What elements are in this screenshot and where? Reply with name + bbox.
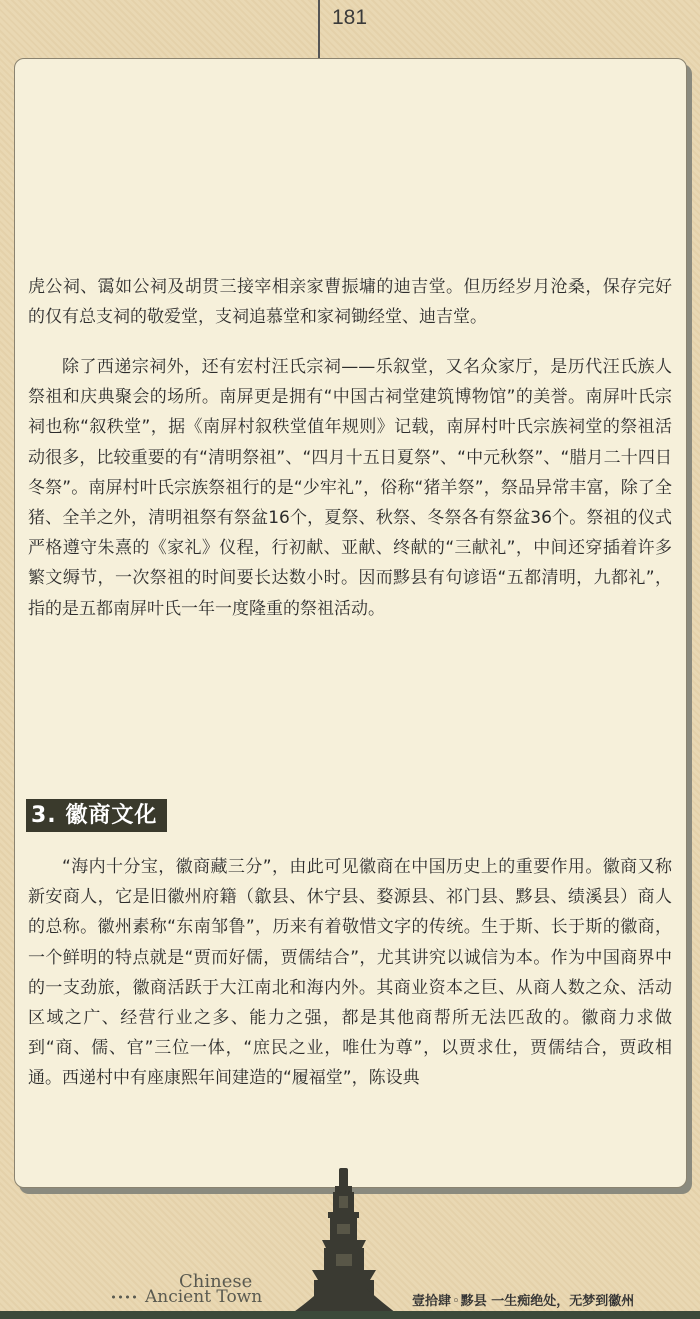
paragraph-3: “海内十分宝，徽商藏三分”，由此可见徽商在中国历史上的重要作用。徽商又称新安商人，它是旧徽州府籍（歙县、休宁县、婺源县、祁门县、黟县、绩溪县）商人的总称。徽州素称“东南邹鲁”，历来有着敬惜文字的传统。生于斯、长于斯的徽商，一个鲜明的特点就是“贾而好儒，贾儒结合”，尤其讲究以诚信为本。作为中国商界中的一支劲旅，徽商活跃于大江南北和海内外。其商业资本之巨、从商人数之众、活动区域之广、经营行业之多、能力之强，都是其他商帮所无法匹敌的。徽商力求做到“商、儒、官”三位一体，“庶民之业，唯仕为尊”，以贾求仕，贾儒结合，贾政相通。西递村中有座康熙年间建造的“履福堂”，陈设典: [28, 857, 672, 1089]
pagoda-silhouette-icon: [284, 1166, 404, 1319]
footer-caption: [412, 1290, 634, 1309]
brand-line-ancient-town: Ancient Town: [145, 1287, 263, 1307]
paragraph-1: 虎公祠、霭如公祠及胡贯三接宰相亲家曹振墉的迪吉堂。但历经岁月沧桑，保存完好的仅有总支祠的敬爱堂，支祠追慕堂和家祠锄经堂、迪吉堂。: [28, 277, 672, 328]
caption-separator: ◦: [452, 1294, 460, 1309]
caption-place: 黟县: [460, 1294, 487, 1309]
top-divider-line: [318, 0, 320, 62]
paragraph-2: 除了西递宗祠外，还有宏村汪氏宗祠——乐叙堂，又名众家厅，是历代汪氏族人祭祖和庆典聚会的场所。南屏更是拥有“中国古祠堂建筑博物馆”的美誉。南屏叶氏宗祠也称“叙秩堂”，据《南屏村叙秩堂值年规则》记载，南屏村叶氏宗族祠堂的祭祖活动很多，比较重要的有“清明祭祖”、“四月十五日夏祭”、“中元秋祭”、“腊月二十四日冬祭”。南屏村叶氏宗族祭祖行的是“少牢礼”，俗称“猪羊祭”，祭品异常丰富，除了全猪、全羊之外，清明祖祭有祭盆16个，夏祭、秋祭、冬祭各有祭盆36个。祭祖的仪式严格遵守朱熹的《家礼》仪程，行初献、亚献、终献的“三献礼”，中间还穿插着许多繁文缛节，一次祭祖的时间要长达数小时。因而黟县有句谚语“五都清明，九都礼”，指的是五都南屏叶氏一年一度隆重的祭祖活动。: [28, 357, 672, 619]
brand-line-chinese: Chinese: [179, 1271, 253, 1292]
footer-brand: [145, 1273, 262, 1306]
bottom-strip: [0, 1311, 700, 1319]
caption-text: 一生痴绝处，无梦到徽州: [491, 1294, 635, 1309]
section-heading: 3. 徽商文化: [26, 799, 167, 832]
page-number: 181: [332, 6, 368, 29]
caption-number: 壹拾肆: [412, 1294, 452, 1309]
footer-dots: [110, 1295, 140, 1299]
